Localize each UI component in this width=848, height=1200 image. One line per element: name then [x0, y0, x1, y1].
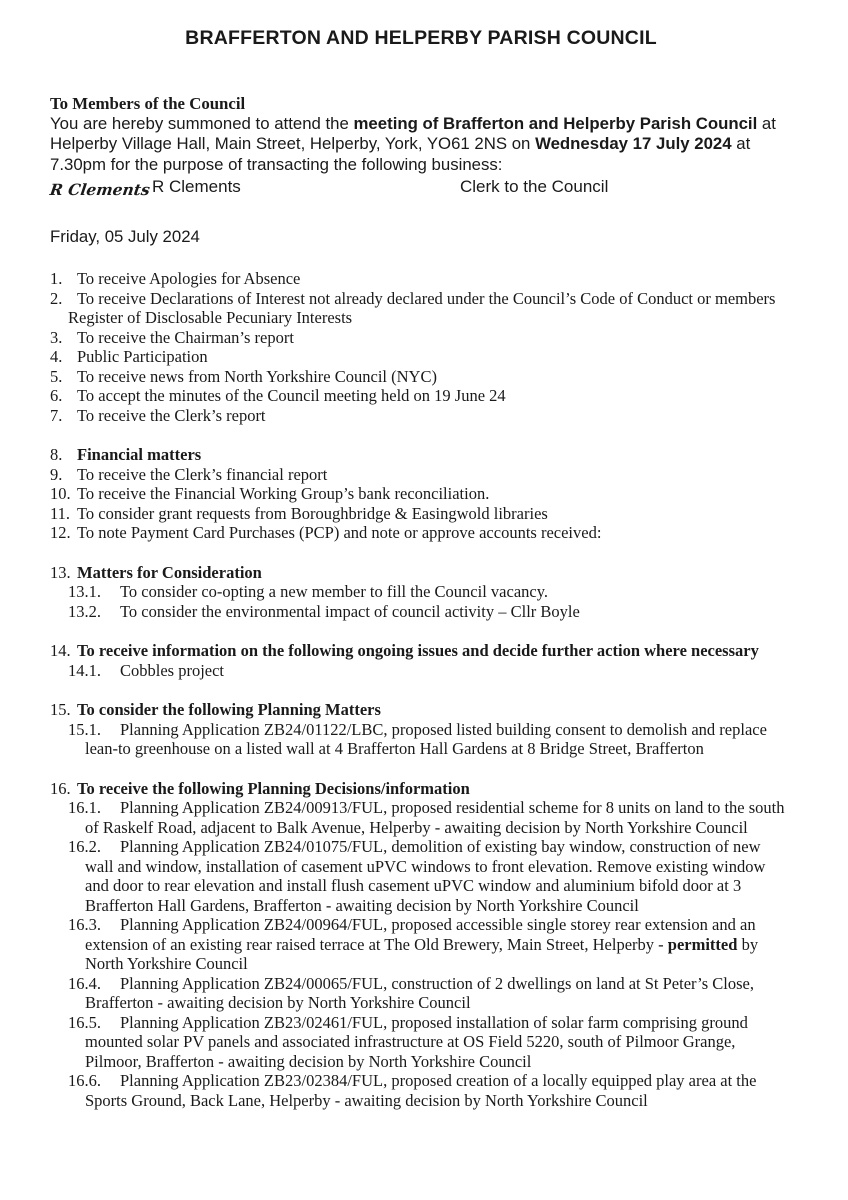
- item-number: 4.: [50, 347, 63, 367]
- item-number: 16.6.: [68, 1071, 101, 1091]
- agenda-item-heading: [50, 779, 792, 799]
- agenda-item: [50, 386, 792, 406]
- item-text: Planning Application ZB24/00065/FUL, construction of 2 dwellings on land at St Peter’s Close, Brafferton - awaiting decision by North Yorkshire Council: [85, 973, 754, 1013]
- clerk-role: Clerk to the Council: [460, 176, 609, 196]
- agenda-subitem: [50, 915, 792, 974]
- item-number: 14.: [50, 641, 71, 661]
- agenda-item: [50, 504, 792, 524]
- item-text: Financial matters: [77, 445, 202, 465]
- item-number: 10.: [50, 484, 71, 504]
- agenda-item: [50, 523, 792, 543]
- agenda-item: [50, 406, 792, 426]
- agenda-subitem: [50, 974, 792, 1013]
- item-number: 16.1.: [68, 798, 101, 818]
- agenda-subitem: [50, 582, 792, 602]
- item-text: Planning Application ZB24/00964/FUL, proposed accessible single storey rear extension and an extension of an existing rear raised terrace at The Old Brewery, Main Street, Helperby -: [85, 915, 756, 954]
- agenda-item: [50, 484, 792, 504]
- item-number: 1.: [50, 269, 63, 289]
- agenda-item: [50, 289, 792, 328]
- item-number: 16.3.: [68, 915, 101, 935]
- item-text: To receive news from North Yorkshire Council (NYC): [77, 366, 437, 386]
- agenda-subitem: [50, 837, 792, 915]
- item-text: To consider co-opting a new member to fill the Council vacancy.: [120, 582, 549, 602]
- item-number: 7.: [50, 405, 63, 425]
- item-text: To receive the Clerk’s report: [77, 405, 266, 425]
- item-number: 16.: [50, 778, 71, 798]
- item-text: To receive Apologies for Absence: [77, 269, 301, 289]
- item-number: 16.5.: [68, 1012, 101, 1032]
- item-number: 6.: [50, 386, 63, 406]
- clerk-name: R Clements: [152, 176, 241, 196]
- item-text: Cobbles project: [120, 660, 225, 680]
- agenda-subitem: [50, 798, 792, 837]
- item-number: 2.: [50, 288, 63, 308]
- decision-status: permitted: [667, 934, 738, 954]
- agenda-subitem: [50, 1013, 792, 1072]
- item-number: 3.: [50, 327, 63, 347]
- agenda-item: [50, 367, 792, 387]
- agenda-item-heading: [50, 445, 792, 465]
- meeting-date: Wednesday 17 July 2024: [535, 134, 732, 154]
- item-text: Planning Application ZB24/01122/LBC, proposed listed building consent to demolish and replace lean-to greenhouse on a listed wall at 4 Brafferton Hall Gardens at 8 Bridge Street, Brafferton: [85, 719, 767, 759]
- document-title: BRAFFERTON AND HELPERBY PARISH COUNCIL: [185, 27, 657, 49]
- summons-paragraph: [50, 114, 792, 176]
- item-number: 16.4.: [68, 973, 101, 993]
- item-text: To receive the Financial Working Group’s bank reconciliation.: [77, 484, 490, 504]
- summons-text: at 7.30pm for the purpose of transacting the following business:: [50, 134, 751, 175]
- item-number: 11.: [50, 503, 71, 523]
- agenda-subitem: [50, 661, 792, 681]
- item-number: 16.2.: [68, 837, 101, 857]
- signature-row: [50, 177, 792, 200]
- agenda-list: [50, 269, 792, 1110]
- summons-text: You are hereby summoned to attend the: [50, 113, 354, 133]
- item-number: 13.: [50, 562, 71, 582]
- agenda-item: [50, 465, 792, 485]
- item-number: 14.1.: [68, 660, 101, 680]
- agenda-item: [50, 269, 792, 289]
- item-text: To receive information on the following ongoing issues and decide further action where necessary: [77, 641, 759, 661]
- item-text: Public Participation: [77, 347, 208, 367]
- item-text: To consider the following Planning Matters: [77, 700, 381, 720]
- item-number: 5.: [50, 366, 63, 386]
- agenda-item-heading: [50, 563, 792, 583]
- item-text: Planning Application ZB23/02384/FUL, proposed creation of a locally equipped play area at the Sports Ground, Back Lane, Helperby - awaiting decision by North Yorkshire Council: [85, 1071, 757, 1110]
- agenda-item: [50, 347, 792, 367]
- item-number: 12.: [50, 523, 71, 543]
- item-number: 13.1.: [68, 582, 101, 602]
- item-number: 15.1.: [68, 719, 101, 739]
- document-date: Friday, 05 July 2024: [50, 226, 200, 246]
- signature-script: R Clements: [48, 179, 152, 199]
- agenda-item-heading: [50, 700, 792, 720]
- item-text: To receive the following Planning Decisions/information: [77, 778, 470, 798]
- item-number: 15.: [50, 700, 71, 720]
- item-number: 8.: [50, 445, 63, 465]
- item-number: 13.2.: [68, 601, 101, 621]
- summons-text: at Helperby Village Hall, Main Street, Helperby, York, YO61 2NS on: [50, 113, 776, 154]
- item-text: To consider the environmental impact of council activity – Cllr Boyle: [120, 601, 580, 621]
- item-text: To receive the Chairman’s report: [77, 327, 294, 347]
- item-text: To consider grant requests from Boroughbridge & Easingwold libraries: [77, 503, 548, 523]
- agenda-item-heading: [50, 641, 792, 661]
- salutation: To Members of the Council: [50, 94, 246, 113]
- item-text: Matters for Consideration: [77, 562, 262, 582]
- item-text: Planning Application ZB24/00913/FUL, proposed residential scheme for 8 units on land to the south of Raskelf Road, adjacent to Balk Avenue, Helperby - awaiting decision by North Yorkshire Council: [85, 798, 785, 837]
- meeting-name: meeting of Brafferton and Helperby Parish Council: [353, 113, 758, 133]
- agenda-subitem: [50, 720, 792, 759]
- agenda-subitem: [50, 602, 792, 622]
- agenda-item: [50, 328, 792, 348]
- item-text: To receive Declarations of Interest not already declared under the Council’s Code of Conduct or members Register of Disclosable Pecuniary Interests: [68, 288, 776, 328]
- item-text: Planning Application ZB24/01075/FUL, demolition of existing bay window, construction of new wall and window, installation of casement uPVC windows to front elevation. Remove existing window and door to rear elevation and install flush casement uPVC window and aluminium bifold door at 3 Brafferton Hall Gardens, Brafferton - awaiting decision by North Yorkshire Council: [85, 837, 766, 915]
- item-number: 9.: [50, 464, 63, 484]
- item-text: To receive the Clerk’s financial report: [77, 464, 328, 484]
- agenda-subitem: [50, 1071, 792, 1110]
- item-text: by North Yorkshire Council: [85, 934, 759, 974]
- item-text: To note Payment Card Purchases (PCP) and note or approve accounts received:: [77, 523, 602, 543]
- item-text: Planning Application ZB23/02461/FUL, proposed installation of solar farm comprising ground mounted solar PV panels and associated infrastructure at OS Field 5220, south of Pilmoor Grange, Pilmoor, Brafferton - awaiting decision by North Yorkshire Council: [85, 1012, 748, 1071]
- item-text: To accept the minutes of the Council meeting held on 19 June 24: [77, 386, 506, 406]
